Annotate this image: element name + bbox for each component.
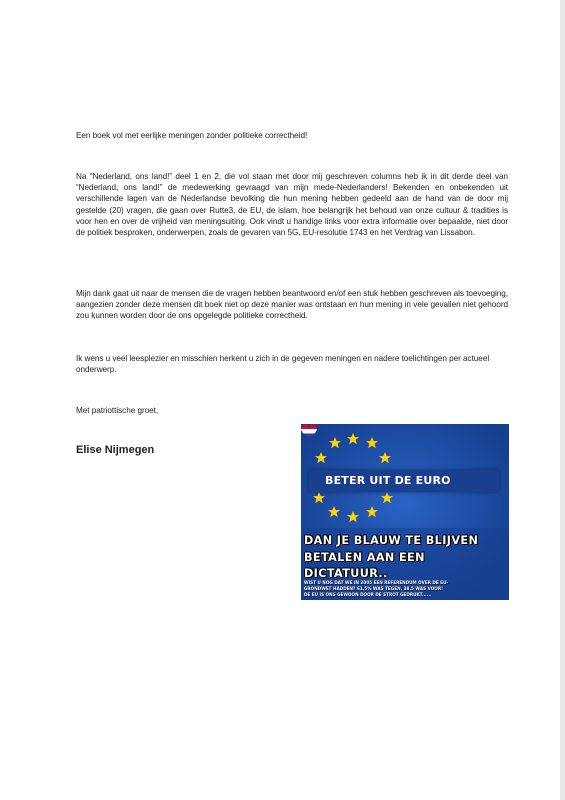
eu-poster-image [301, 424, 509, 600]
poster-headline-line-3: DICTATUUR.. [304, 567, 388, 580]
introduction-paragraph: Na “Nederland, ons land!” deel 1 en 2, die vol staan met door mij geschreven columns heb ik in dit derde deel van “Nederland, ons land!” de medewerking gevraagd van mijn mede-Nederlanders! Bekenden en onbekenden uit verschillende lagen van de Nederlandse bevolking die hun mening hebben gedeeld aan de hand van de door mij gestelde (20) vragen, die gaan over Rutte3, de EU, de islam, hoe belangrijk het behoud van onze cultuur & tradities is voor hen en over de vrijheid van meningsuiting. Ook vindt u handige links voor extra informatie over bepaalde, niet door de politiek besproken, onderwerpen, zoals de gevaren van 5G, EU-resolutie 1743 en het Verdrag van Lissabon. [76, 172, 508, 238]
page-edge-shadow [560, 0, 565, 800]
poster-headline-line-1: DAN JE BLAUW TE BLIJVEN [304, 534, 479, 547]
poster-banner-text: BETER UIT DE EURO [325, 474, 451, 487]
poster-headline-line-2: BETALEN AAN EEN [304, 551, 425, 564]
wishes-paragraph: Ik wens u veel leesplezier en misschien herkent u zich in de gegeven meningen en nadere toelichtingen per actueel onderwerp. [76, 354, 490, 375]
poster-small-print-line-1: WIST U NOG DAT WE IN 2005 EEN REFERENDUM OVER DE EU- [304, 580, 449, 585]
intro-paragraph: Een boek vol met eerlijke meningen zonder politieke correctheid! [76, 131, 308, 140]
poster-small-print-line-3: DE EU IS ONS GEWOON DOOR DE STROT GEDRUKT...... [304, 592, 432, 597]
poster-small-print-line-2: GRONDWET HADDEN? 61,5% WAS TEGEN, 38,5 WAS VOOR! [304, 586, 443, 591]
dutch-flag-heart-icon [301, 424, 317, 440]
greeting-line: Met patriottische groet, [76, 406, 159, 415]
poster-banner [309, 470, 499, 492]
poster-small-print [304, 580, 508, 598]
author-signature: Elise Nijmegen [76, 444, 155, 456]
thanks-paragraph: Mijn dank gaat uit naar de mensen die de vragen hebben beantwoord en/of een stuk hebben geschreven als toevoeging, aangezien zonder deze mensen dit boek niet op deze manier was ontstaan en hun mening in vele gevallen niet gehoord zou kunnen worden door de ons opgelegde politieke correctheid. [76, 289, 508, 321]
